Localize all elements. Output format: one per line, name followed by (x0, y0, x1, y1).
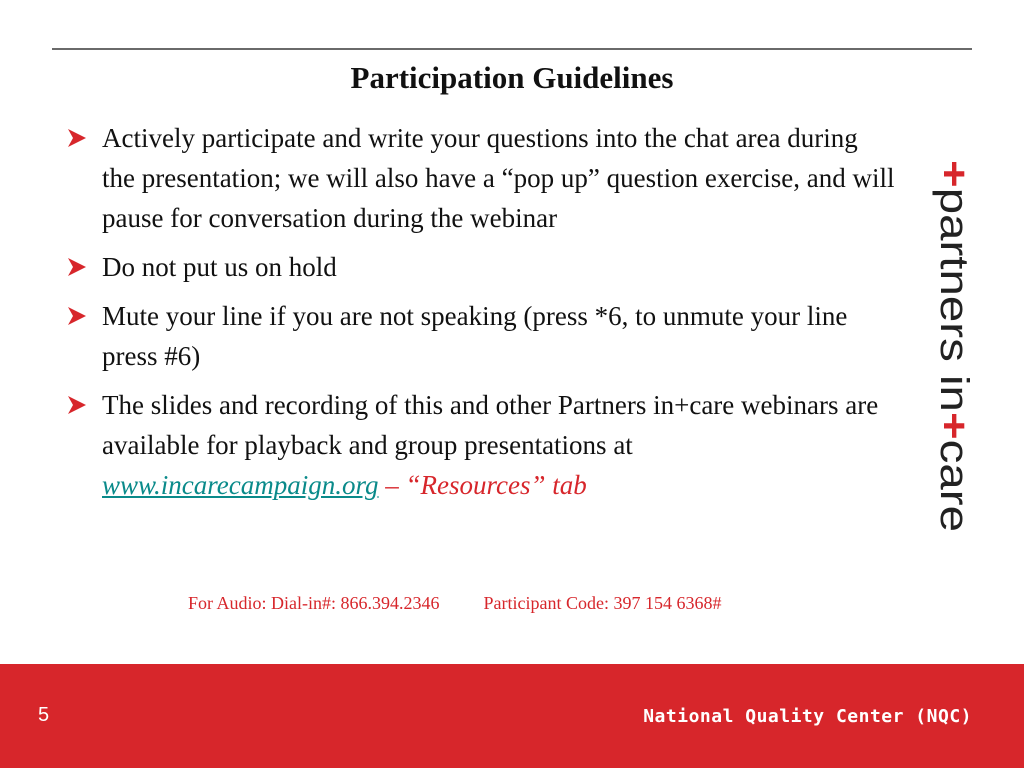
dial-in-number: For Audio: Dial-in#: 866.394.2346 (188, 593, 440, 613)
bullet-text: Do not put us on hold (102, 252, 337, 282)
slide-title: Participation Guidelines (350, 60, 674, 95)
page-number: 5 (38, 704, 50, 726)
arrow-bullet-icon (66, 394, 88, 416)
arrow-bullet-icon (66, 127, 88, 149)
bullet-item (66, 296, 896, 376)
arrow-bullet-icon (66, 256, 88, 278)
logo-text: +partners in+care (932, 160, 977, 528)
bullet-item (66, 118, 896, 238)
footer-organization: National Quality Center (NQC) (643, 706, 972, 727)
bullet-text: Mute your line if you are not speaking (press *6, to unmute your line press #6) (102, 301, 848, 371)
resources-tab-text: – “Resources” tab (378, 470, 587, 500)
footer-bar (0, 664, 1024, 768)
bullet-text: The slides and recording of this and other Partners in+care webinars are available for playback and group presentations at (102, 390, 879, 460)
bullet-item (66, 247, 896, 287)
arrow-bullet-icon (66, 305, 88, 327)
partners-in-care-logo (932, 160, 986, 540)
bullet-item (66, 385, 896, 505)
participant-code: Participant Code: 397 154 6368# (483, 593, 722, 613)
title-divider (52, 48, 972, 50)
incare-campaign-link[interactable]: www.incarecampaign.org (102, 470, 379, 500)
bullet-list (66, 118, 896, 514)
audio-info (188, 590, 721, 616)
bullet-text: Actively participate and write your questions into the chat area during the presentation; we will also have a “pop up” question exercise, and will pause for conversation during the webinar (102, 123, 895, 233)
